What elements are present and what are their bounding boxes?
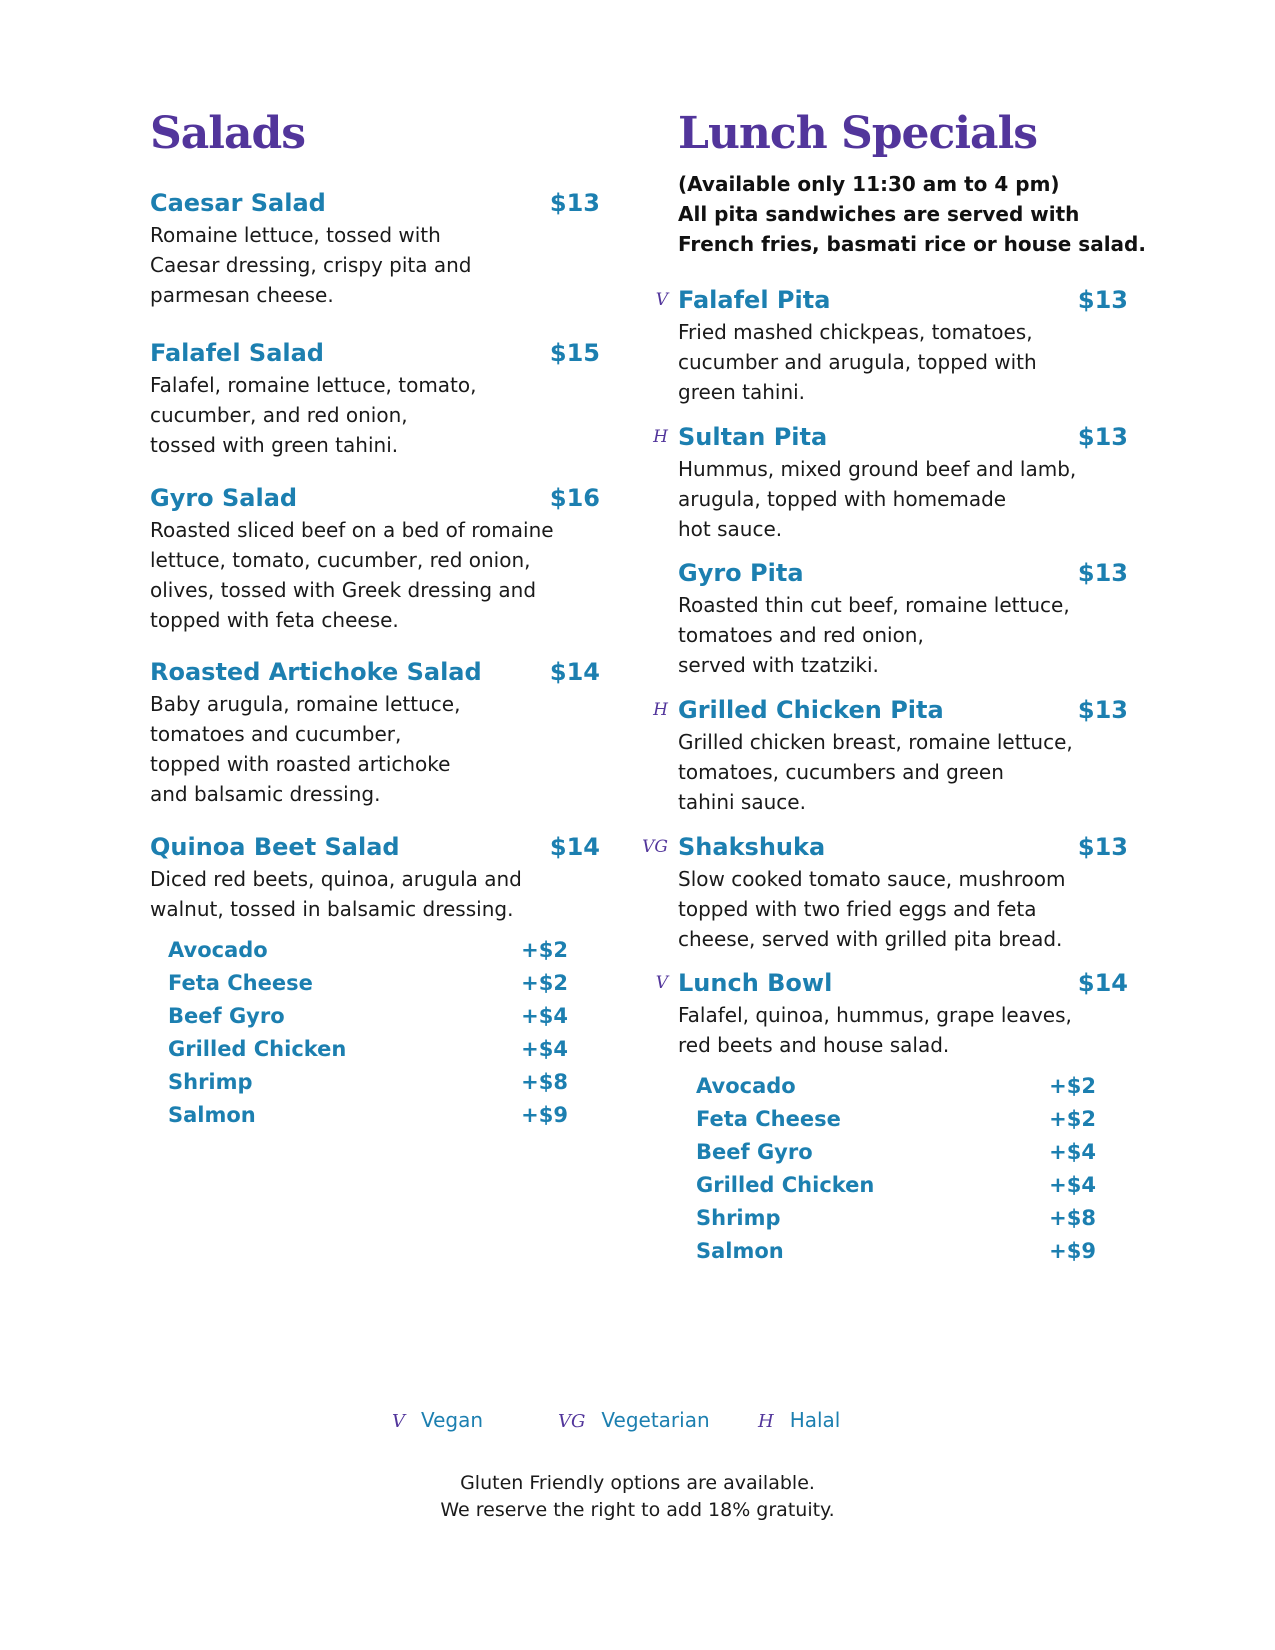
vegan-tag-icon: V: [655, 290, 668, 310]
addon-name: Feta Cheese: [168, 971, 313, 995]
item-price: $13: [1077, 286, 1128, 314]
vegan-icon: V: [392, 1411, 405, 1432]
legend-item-halal: [758, 1408, 840, 1432]
addon-price: +$4: [1049, 1173, 1096, 1197]
addon-price: +$4: [1049, 1140, 1096, 1164]
item-description-line: served with tzatziki.: [678, 653, 879, 677]
item-description-line: Baby arugula, romaine lettuce,: [150, 692, 461, 716]
item-description-line: topped with feta cheese.: [150, 608, 399, 632]
item-description-line: Slow cooked tomato sauce, mushroom: [678, 867, 1066, 891]
addon-name: Shrimp: [696, 1206, 781, 1230]
intro-line: All pita sandwiches are served with: [678, 202, 1080, 226]
item-name: Lunch Bowl: [678, 969, 833, 997]
halal-tag-icon: H: [653, 700, 668, 720]
item-price: $13: [549, 189, 600, 217]
intro-line: French fries, basmati rice or house salad.: [678, 232, 1146, 256]
item-name: Grilled Chicken Pita: [678, 696, 944, 724]
intro-line: (Available only 11:30 am to 4 pm): [678, 172, 1060, 196]
legend-label: Vegetarian: [601, 1408, 710, 1432]
item-description-line: red beets and house salad.: [678, 1033, 950, 1057]
addon-price: +$8: [521, 1070, 568, 1094]
item-description-line: olives, tossed with Greek dressing and: [150, 578, 537, 602]
item-description-line: Roasted sliced beef on a bed of romaine: [150, 518, 554, 542]
menu-item: [678, 556, 1128, 680]
vegetarian-tag-icon: VG: [642, 837, 668, 857]
item-description-line: lettuce, tomato, cucumber, red onion,: [150, 548, 531, 572]
diet-legend: [0, 1408, 1275, 1442]
item-name: Sultan Pita: [678, 423, 828, 451]
item-description-line: tomatoes and cucumber,: [150, 722, 402, 746]
addon-price: +$2: [1049, 1074, 1096, 1098]
lunch-specials-heading: Lunch Specials: [678, 108, 1038, 159]
item-description-line: and balsamic dressing.: [150, 782, 381, 806]
addon-name: Grilled Chicken: [168, 1037, 347, 1061]
footer-line: We reserve the right to add 18% gratuity.: [440, 1499, 835, 1521]
addon-price: +$2: [1049, 1107, 1096, 1131]
item-price: $14: [549, 658, 600, 686]
item-description-line: hot sauce.: [678, 517, 783, 541]
vegan-tag-icon: V: [655, 973, 668, 993]
item-description-line: topped with two fried eggs and feta: [678, 897, 1037, 921]
addon-name: Beef Gyro: [168, 1004, 285, 1028]
item-name: Gyro Pita: [678, 559, 804, 587]
item-description-line: tahini sauce.: [678, 790, 806, 814]
item-description-line: Diced red beets, quinoa, arugula and: [150, 867, 522, 891]
menu-item: [150, 186, 600, 310]
addon-row: [696, 1202, 1096, 1235]
item-description-line: parmesan cheese.: [150, 283, 334, 307]
item-description-line: green tahini.: [678, 380, 806, 404]
addon-name: Salmon: [168, 1103, 256, 1127]
salad-addons: [168, 934, 568, 1132]
item-description-line: Roasted thin cut beef, romaine lettuce,: [678, 593, 1070, 617]
item-description-line: tomatoes and red onion,: [678, 623, 924, 647]
addon-row: [696, 1070, 1096, 1103]
item-name: Caesar Salad: [150, 189, 326, 217]
menu-item: [150, 336, 600, 460]
item-price: $13: [1077, 559, 1128, 587]
item-name: Falafel Salad: [150, 339, 324, 367]
menu-item: [642, 830, 1128, 954]
item-name: Falafel Pita: [678, 286, 831, 314]
addon-name: Shrimp: [168, 1070, 253, 1094]
addon-price: +$2: [521, 971, 568, 995]
footer-notes: [0, 1470, 1275, 1524]
item-name: Quinoa Beet Salad: [150, 833, 400, 861]
menu-item: [150, 655, 600, 809]
item-price: $13: [1077, 696, 1128, 724]
item-price: $14: [549, 833, 600, 861]
item-description-line: Fried mashed chickpeas, tomatoes,: [678, 320, 1033, 344]
item-name: Shakshuka: [678, 833, 826, 861]
addon-name: Grilled Chicken: [696, 1173, 875, 1197]
legend-label: Halal: [789, 1408, 841, 1432]
addon-price: +$8: [1049, 1206, 1096, 1230]
addon-price: +$4: [521, 1037, 568, 1061]
item-description-line: Caesar dressing, crispy pita and: [150, 253, 472, 277]
menu-item: [655, 283, 1128, 407]
addon-row: [168, 934, 568, 967]
menu-item: [150, 830, 600, 924]
menu-item: [653, 420, 1128, 544]
addon-row: [696, 1103, 1096, 1136]
footer-line: Gluten Friendly options are available.: [460, 1472, 815, 1494]
addon-name: Salmon: [696, 1239, 784, 1263]
addon-price: +$2: [521, 938, 568, 962]
item-description-line: Romaine lettuce, tossed with: [150, 223, 441, 247]
item-name: Gyro Salad: [150, 484, 298, 512]
item-description-line: cheese, served with grilled pita bread.: [678, 927, 1063, 951]
item-description-line: cucumber and arugula, topped with: [678, 350, 1037, 374]
lunch-addons: [696, 1070, 1096, 1268]
addon-row: [168, 1000, 568, 1033]
item-description-line: tossed with green tahini.: [150, 433, 399, 457]
item-price: $16: [549, 484, 600, 512]
salads-heading: Salads: [150, 108, 306, 159]
addon-row: [168, 1066, 568, 1099]
menu-item: [655, 966, 1128, 1060]
item-price: $13: [1077, 423, 1128, 451]
item-description-line: tomatoes, cucumbers and green: [678, 760, 1004, 784]
item-description-line: topped with roasted artichoke: [150, 752, 451, 776]
addon-name: Beef Gyro: [696, 1140, 813, 1164]
vegetarian-icon: VG: [558, 1411, 586, 1432]
legend-item-vegan: [392, 1408, 483, 1432]
item-description-line: Grilled chicken breast, romaine lettuce,: [678, 730, 1073, 754]
item-description-line: cucumber, and red onion,: [150, 403, 408, 427]
menu-item: [150, 481, 600, 635]
item-price: $13: [1077, 833, 1128, 861]
addon-name: Feta Cheese: [696, 1107, 841, 1131]
menu-item: [653, 693, 1128, 817]
addon-price: +$4: [521, 1004, 568, 1028]
item-name: Roasted Artichoke Salad: [150, 658, 482, 686]
lunch-intro: [678, 169, 1146, 259]
item-description-line: Falafel, quinoa, hummus, grape leaves,: [678, 1003, 1072, 1027]
addon-row: [696, 1235, 1096, 1268]
halal-tag-icon: H: [653, 427, 668, 447]
halal-icon: H: [758, 1411, 774, 1432]
item-description-line: arugula, topped with homemade: [678, 487, 1007, 511]
legend-item-vegetarian: [558, 1408, 710, 1432]
item-description-line: walnut, tossed in balsamic dressing.: [150, 897, 514, 921]
addon-row: [168, 1099, 568, 1132]
addon-price: +$9: [1049, 1239, 1096, 1263]
addon-price: +$9: [521, 1103, 568, 1127]
legend-label: Vegan: [421, 1408, 484, 1432]
item-description-line: Hummus, mixed ground beef and lamb,: [678, 457, 1077, 481]
addon-row: [168, 967, 568, 1000]
addon-name: Avocado: [696, 1074, 796, 1098]
addon-row: [696, 1169, 1096, 1202]
addon-name: Avocado: [168, 938, 268, 962]
item-price: $14: [1077, 969, 1128, 997]
addon-row: [168, 1033, 568, 1066]
item-description-line: Falafel, romaine lettuce, tomato,: [150, 373, 477, 397]
item-price: $15: [549, 339, 600, 367]
addon-row: [696, 1136, 1096, 1169]
